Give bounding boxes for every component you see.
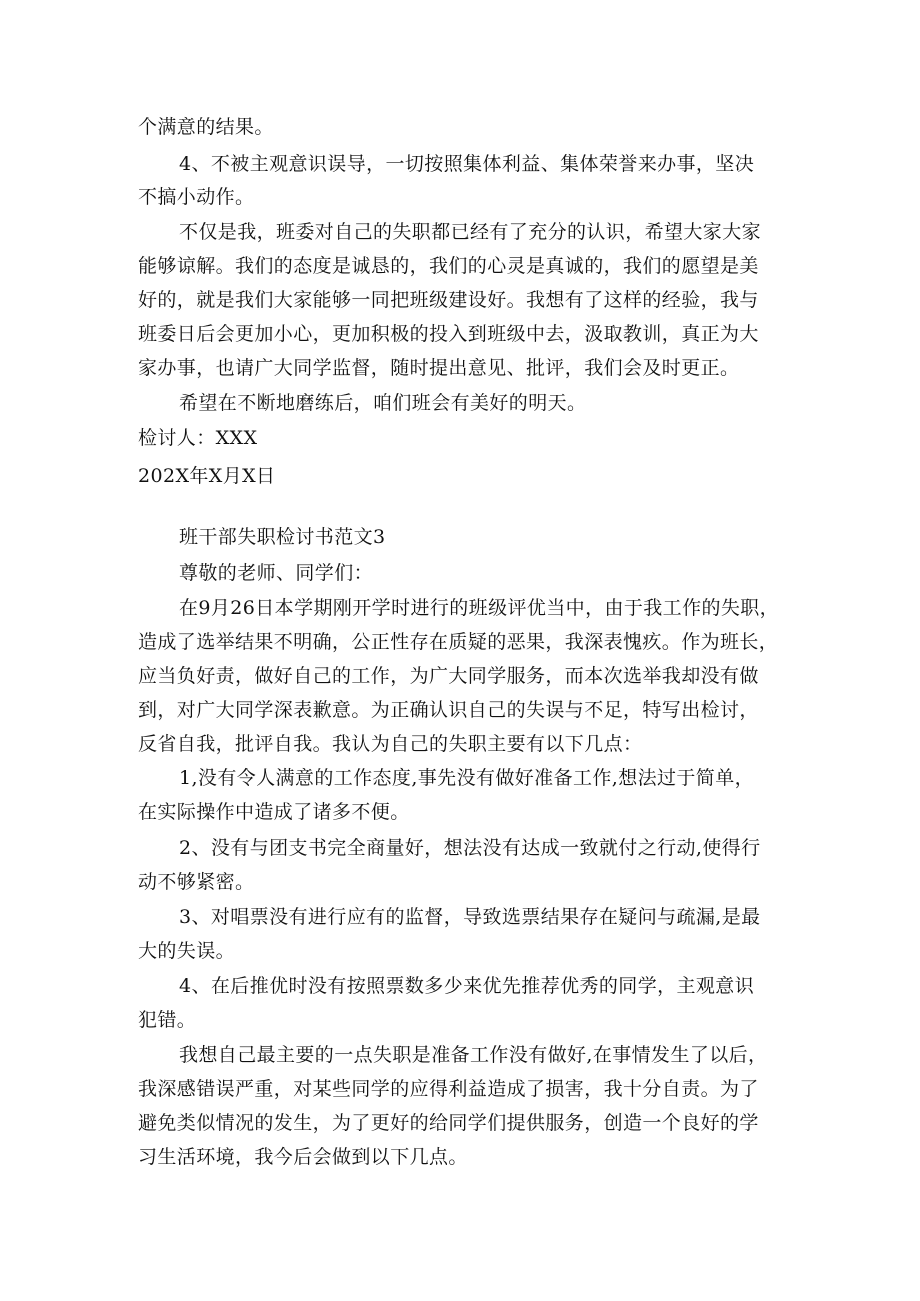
paragraph-line: 4、在后推优时没有按照票数多少来优先推荐优秀的同学，主观意识: [179, 975, 755, 997]
paragraph-line: 习生活环境，我今后会做到以下几点。: [138, 1146, 468, 1168]
salutation: 尊敬的老师、同学们：: [179, 562, 374, 584]
paragraph-line: 大的失误。: [138, 940, 236, 962]
paragraph-line: 在9月26日本学期刚开学时进行的班级评优当中，由于我工作的失职，: [179, 597, 780, 619]
paragraph-line: 动不够紧密。: [138, 871, 255, 893]
paragraph-line: 犯错。: [138, 1009, 197, 1031]
paragraph-line: 班委日后会更加小心，更加积极的投入到班级中去，汲取教训，真正为大: [138, 323, 759, 345]
paragraph-line: 家办事，也请广大同学监督，随时提出意见、批评，我们会及时更正。: [138, 357, 740, 379]
paragraph-line: 我想自己最主要的一点失职是准备工作没有做好,在事情发生了以后，: [179, 1044, 768, 1066]
paragraph-line: 不搞小动作。: [138, 186, 255, 208]
paragraph-line: 3、对唱票没有进行应有的监督，导致选票结果存在疑问与疏漏,是最: [179, 906, 761, 928]
paragraph-line: 我深感错误严重，对某些同学的应得利益造成了损害，我十分自责。为了: [138, 1078, 759, 1100]
paragraph-line: 在实际操作中造成了诸多不便。: [138, 801, 410, 823]
paragraph-line: 2、没有与团支书完全商量好，想法没有达成一致就付之行动,使得行: [179, 837, 761, 859]
signature-line: 检讨人：XXX: [138, 427, 258, 449]
paragraph-line: 1,没有令人满意的工作态度,事先没有做好准备工作,想法过于简单，: [179, 767, 755, 789]
paragraph-line: 4、不被主观意识误导，一切按照集体利益、集体荣誉来办事，坚决: [179, 153, 755, 175]
paragraph-line: 反省自我，批评自我。我认为自己的失职主要有以下几点：: [138, 733, 643, 755]
paragraph-line: 应当负好责，做好自己的工作，为广大同学服务，而本次选举我却没有做: [138, 665, 759, 687]
date-line: 202X年X月X日: [138, 465, 276, 487]
paragraph-line: 不仅是我，班委对自己的失职都已经有了充分的认识，希望大家大家: [179, 221, 762, 243]
paragraph-line: 个满意的结果。: [138, 116, 274, 138]
paragraph-line: 造成了选举结果不明确，公正性存在质疑的恶果，我深表愧疚。作为班长，: [138, 631, 779, 653]
paragraph-line: 避免类似情况的发生，为了更好的给同学们提供服务，创造一个良好的学: [138, 1112, 759, 1134]
section-title: 班干部失职检讨书范文3: [179, 526, 386, 548]
paragraph-line: 希望在不断地磨练后，咱们班会有美好的明天。: [179, 392, 587, 414]
paragraph-line: 能够谅解。我们的态度是诚恳的，我们的心灵是真诚的，我们的愿望是美: [138, 255, 759, 277]
paragraph-line: 好的，就是我们大家能够一同把班级建设好。我想有了这样的经验，我与: [138, 289, 759, 311]
paragraph-line: 到，对广大同学深表歉意。为正确认识自己的失误与不足，特写出检讨，: [138, 699, 759, 721]
